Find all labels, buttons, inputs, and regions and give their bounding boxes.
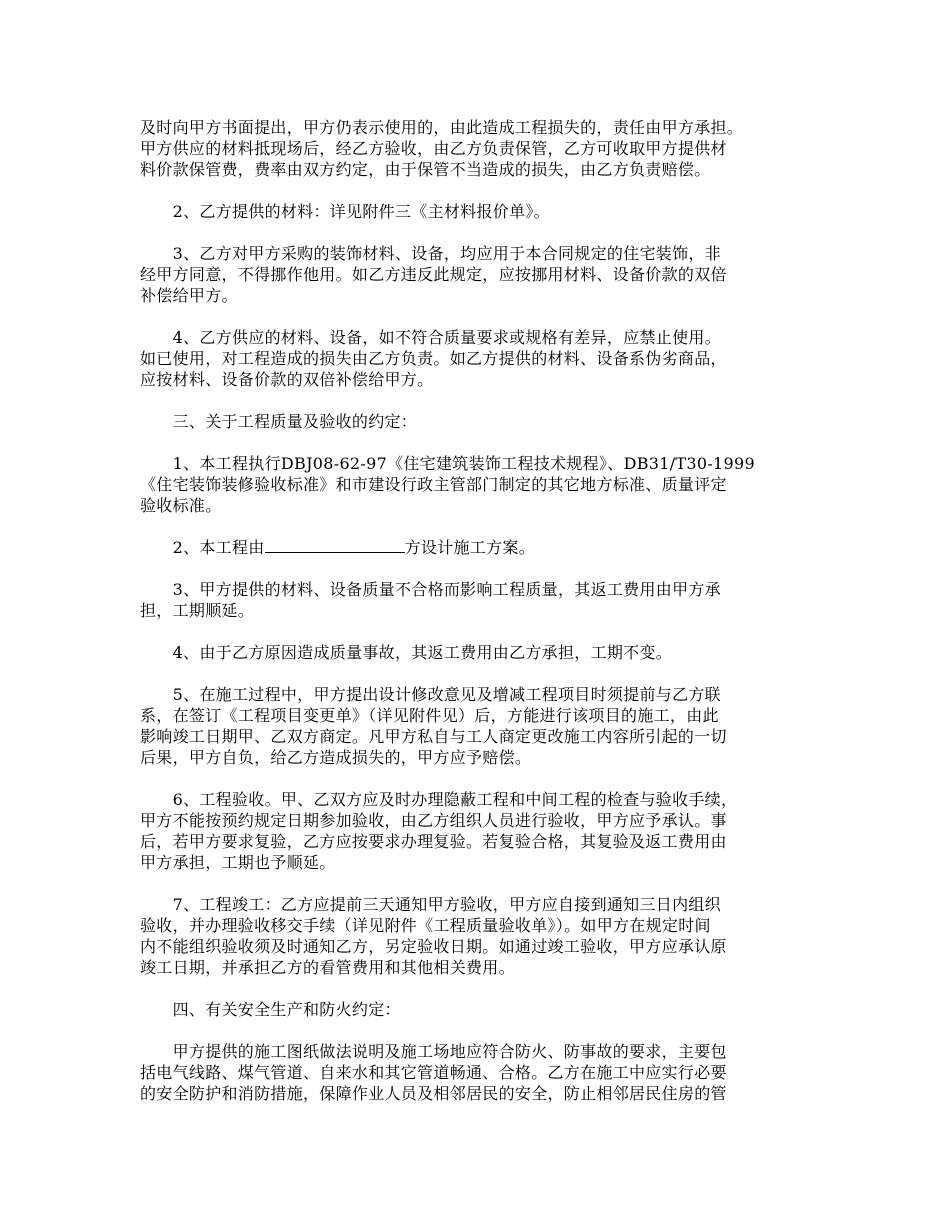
text-line: 担，工期顺延。 bbox=[140, 601, 255, 620]
heading-section-3-quality bbox=[140, 411, 820, 432]
text-line: 应按材料、设备价款的双倍补偿给甲方。 bbox=[140, 370, 434, 389]
paragraph-item-3-no-misuse bbox=[140, 243, 820, 306]
text-line: 内不能组织验收须及时通知乙方，另定验收日期。如通过竣工验收，甲方应承认原 bbox=[140, 937, 727, 956]
text-line: 经甲方同意，不得挪作他用。如乙方违反此规定，应按挪用材料、设备价款的双倍 bbox=[140, 265, 727, 284]
text-line: 料价款保管费，费率由双方约定，由于保管不当造成的损失，由乙方负责赔偿。 bbox=[140, 160, 711, 179]
paragraph-quality-item-3 bbox=[140, 579, 820, 621]
paragraph-quality-item-5 bbox=[140, 684, 820, 768]
text-line: 甲方供应的材料抵现场后，经乙方验收，由乙方负责保管，乙方可收取甲方提供材 bbox=[140, 139, 727, 158]
paragraph-quality-item-1 bbox=[140, 453, 820, 516]
text-line: 验收标准。 bbox=[140, 496, 222, 515]
text-line: 4、乙方供应的材料、设备，如不符合质量要求或规格有差异，应禁止使用。 bbox=[140, 328, 721, 347]
paragraph-quality-item-2 bbox=[140, 537, 820, 558]
paragraph-quality-item-4 bbox=[140, 642, 820, 663]
text-line: 甲方不能按预约规定日期参加验收，由乙方组织人员进行验收，甲方应予承认。事 bbox=[140, 811, 727, 830]
text-line: 的安全防护和消防措施，保障作业人员及相邻居民的安全，防止相邻居民住房的管 bbox=[140, 1084, 727, 1103]
paragraph-safety-fire bbox=[140, 1041, 820, 1104]
text-line: 《住宅装饰装修验收标准》和市建设行政主管部门制定的其它地方标准、质量评定 bbox=[140, 475, 727, 494]
text-line bbox=[140, 537, 820, 558]
text-line: 系，在签订《工程项目变更单》（详见附件见）后，方能进行该项目的施工，由此 bbox=[140, 706, 719, 725]
text-line: 竣工日期，并承担乙方的看管费用和其他相关费用。 bbox=[140, 958, 515, 977]
text-line: 4、由于乙方原因造成质量事故，其返工费用由乙方承担，工期不变。 bbox=[140, 643, 673, 662]
paragraph-item-4-substandard bbox=[140, 327, 820, 390]
text-line: 三、关于工程质量及验收的约定： bbox=[140, 412, 418, 431]
text-line: 验收，并办理验收移交手续（详见附件《工程质量验收单》）。如甲方在规定时间 bbox=[140, 916, 711, 935]
text-line: 1、本工程执行DBJ08-62-97《住宅建筑装饰工程技术规程》、DB31/T30-1999 bbox=[140, 454, 755, 473]
text-line: 甲方提供的施工图纸做法说明及施工场地应符合防火、防事故的要求，主要包 bbox=[140, 1042, 727, 1061]
text-line: 如已使用，对工程造成的损失由乙方负责。如乙方提供的材料、设备系伪劣商品， bbox=[140, 349, 727, 368]
text-line: 补偿给甲方。 bbox=[140, 286, 238, 305]
text-line: 及时向甲方书面提出，甲方仍表示使用的，由此造成工程损失的，责任由甲方承担。 bbox=[140, 118, 744, 137]
fill-in-blank bbox=[265, 538, 405, 553]
text-line: 3、甲方提供的材料、设备质量不合格而影响工程质量，其返工费用由甲方承 bbox=[140, 580, 721, 599]
text-fragment: 2、本工程由 bbox=[140, 538, 265, 557]
heading-section-4-safety bbox=[140, 999, 820, 1020]
paragraph-item-2-materials bbox=[140, 201, 820, 222]
text-line: 2、乙方提供的材料：详见附件三《主材料报价单》。 bbox=[140, 202, 550, 221]
text-line: 7、工程竣工：乙方应提前三天通知甲方验收，甲方应自接到通知三日内组织 bbox=[140, 895, 721, 914]
text-line: 四、有关安全生产和防火约定： bbox=[140, 1000, 401, 1019]
text-line: 后果，甲方自负，给乙方造成损失的，甲方应予赔偿。 bbox=[140, 748, 532, 767]
text-line: 6、工程验收。甲、乙双方应及时办理隐蔽工程和中间工程的检查与验收手续， bbox=[140, 790, 738, 809]
text-fragment: 方设计施工方案。 bbox=[404, 538, 535, 557]
paragraph-material-custody bbox=[140, 117, 820, 180]
text-line: 甲方承担，工期也予顺延。 bbox=[140, 853, 336, 872]
paragraph-quality-item-6 bbox=[140, 789, 820, 873]
text-line: 3、乙方对甲方采购的装饰材料、设备，均应用于本合同规定的住宅装饰，非 bbox=[140, 244, 721, 263]
text-line: 后，若甲方要求复验，乙方应按要求办理复验。若复验合格，其复验及返工费用由 bbox=[140, 832, 727, 851]
text-line: 5、在施工过程中，甲方提出设计修改意见及增减工程项目时须提前与乙方联 bbox=[140, 685, 721, 704]
text-line: 影响竣工日期甲、乙双方商定。凡甲方私自与工人商定更改施工内容所引起的一切 bbox=[140, 727, 727, 746]
paragraph-quality-item-7 bbox=[140, 894, 820, 978]
text-line: 括电气线路、煤气管道、自来水和其它管道畅通、合格。乙方在施工中应实行必要 bbox=[140, 1063, 727, 1082]
